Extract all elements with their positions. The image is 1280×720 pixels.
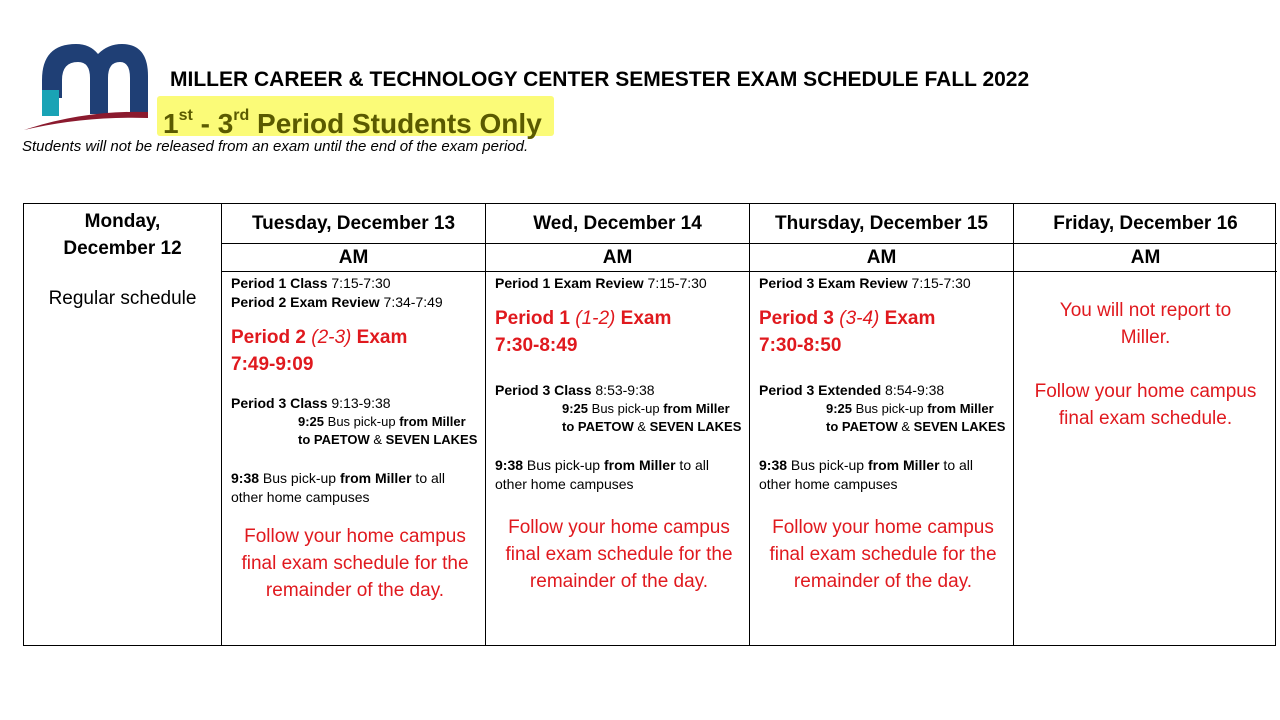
bus-text: Bus pick-up <box>259 470 340 486</box>
subtitle-sup: rd <box>233 107 250 124</box>
line-time: 7:15-7:30 <box>907 275 971 291</box>
exam-range: (2-3) <box>311 327 352 348</box>
exam-word: Exam <box>615 308 672 329</box>
bus-time: 9:38 <box>759 457 788 473</box>
bus-time: 9:25 <box>298 414 325 429</box>
bus-text: Bus pick-up <box>852 401 928 416</box>
bus-line <box>495 456 743 494</box>
day-heading: Friday, December 16 <box>1014 204 1277 244</box>
day-details <box>759 274 1007 595</box>
bus-time: 9:38 <box>495 457 524 473</box>
line-label: Period 1 Exam Review <box>495 275 644 291</box>
column-tuesday <box>222 204 486 645</box>
friday-text: You will not report to Miller. <box>1059 300 1232 348</box>
day-heading: Wed, December 14 <box>486 204 749 244</box>
exam-word: Exam <box>879 308 936 329</box>
exam-time: 7:30-8:49 <box>495 335 578 356</box>
monday-text: Regular schedule <box>48 288 197 309</box>
line-time: 7:15-7:30 <box>327 275 391 291</box>
release-note: Students will not be released from an exam until the end of the exam period. <box>22 138 529 155</box>
bus-origin: from Miller <box>399 414 466 429</box>
day-details <box>495 274 743 595</box>
bus-time: 9:25 <box>562 401 589 416</box>
subtitle-highlight <box>157 96 554 139</box>
bus-dest: to PAETOW <box>562 419 634 434</box>
bus-dest: SEVEN LAKES <box>913 419 1006 434</box>
bus-note <box>759 400 1007 436</box>
bus-dest: SEVEN LAKES <box>649 419 742 434</box>
bus-text: & <box>369 432 386 447</box>
exam-range: (1-2) <box>575 308 616 329</box>
bus-text: Bus pick-up <box>523 457 604 473</box>
line-label: Period 3 Extended <box>759 382 882 398</box>
subtitle-sup: st <box>178 107 193 124</box>
schedule-line <box>495 381 743 400</box>
schedule-line <box>759 274 1007 293</box>
bus-line <box>759 456 1007 494</box>
line-label: Period 3 Class <box>231 395 328 411</box>
exam-word: Exam <box>351 327 408 348</box>
day-heading: Tuesday, December 13 <box>222 204 485 244</box>
bus-line <box>231 469 479 507</box>
bus-text: to all other home campuses <box>495 457 710 492</box>
column-wednesday <box>486 204 750 645</box>
subtitle-part: Period Students Only <box>249 108 542 139</box>
bus-text: & <box>633 419 650 434</box>
line-label: Period 3 Exam Review <box>759 275 908 291</box>
day-heading: Monday, December 12 <box>63 211 182 259</box>
exam-block <box>231 324 479 378</box>
line-time: 8:53-9:38 <box>591 382 655 398</box>
bus-origin: from Miller <box>867 457 940 473</box>
exam-block <box>759 305 1007 359</box>
bus-text: to all other home campuses <box>231 470 446 505</box>
period-label: AM <box>750 244 1013 272</box>
schedule-table <box>23 203 1276 646</box>
period-label: AM <box>222 244 485 272</box>
bus-origin: from Miller <box>603 457 676 473</box>
miller-logo-icon <box>24 40 154 132</box>
exam-label: Period 3 <box>759 308 840 329</box>
bus-origin: from Miller <box>927 401 994 416</box>
bus-origin: from Miller <box>663 401 730 416</box>
column-friday <box>1014 204 1277 645</box>
line-time: 7:15-7:30 <box>643 275 707 291</box>
bus-dest: SEVEN LAKES <box>385 432 478 447</box>
friday-text: Follow your home campus final exam schedule. <box>1034 381 1257 429</box>
schedule-line <box>231 293 479 312</box>
bus-time: 9:38 <box>231 470 260 486</box>
bus-text: to all other home campuses <box>759 457 974 492</box>
exam-time: 7:30-8:50 <box>759 335 842 356</box>
exam-label: Period 2 <box>231 327 312 348</box>
line-time: 8:54-9:38 <box>881 382 945 398</box>
line-time: 9:13-9:38 <box>327 395 391 411</box>
bus-dest: to PAETOW <box>298 432 370 447</box>
subtitle-part: - 3 <box>192 108 234 139</box>
day-details <box>231 274 479 604</box>
day-heading: Thursday, December 15 <box>750 204 1013 244</box>
bus-text: Bus pick-up <box>787 457 868 473</box>
page-title: MILLER CAREER & TECHNOLOGY CENTER SEMESTER EXAM SCHEDULE FALL 2022 <box>170 68 1030 91</box>
bus-time: 9:25 <box>826 401 853 416</box>
line-time: 7:34-7:49 <box>379 294 443 310</box>
subtitle-part: 1 <box>163 108 179 139</box>
subtitle <box>163 108 542 139</box>
period-label: AM <box>1014 244 1277 272</box>
exam-label: Period 1 <box>495 308 576 329</box>
line-label: Period 1 Class <box>231 275 328 291</box>
bus-text: Bus pick-up <box>588 401 664 416</box>
follow-note: Follow your home campus final exam schedule for the remainder of the day. <box>769 517 997 592</box>
follow-note: Follow your home campus final exam schedule for the remainder of the day. <box>241 526 469 601</box>
follow-note: Follow your home campus final exam schedule for the remainder of the day. <box>505 517 733 592</box>
exam-time: 7:49-9:09 <box>231 354 314 375</box>
column-thursday <box>750 204 1014 645</box>
schedule-line <box>759 381 1007 400</box>
bus-note <box>495 400 743 436</box>
bus-note <box>231 413 479 449</box>
schedule-line <box>231 274 479 293</box>
column-monday <box>24 204 222 645</box>
friday-details <box>1014 297 1277 432</box>
bus-text: Bus pick-up <box>324 414 400 429</box>
bus-text: & <box>897 419 914 434</box>
exam-block <box>495 305 743 359</box>
schedule-line <box>231 394 479 413</box>
period-label: AM <box>486 244 749 272</box>
exam-range: (3-4) <box>839 308 880 329</box>
schedule-line <box>495 274 743 293</box>
bus-dest: to PAETOW <box>826 419 898 434</box>
bus-origin: from Miller <box>339 470 412 486</box>
line-label: Period 2 Exam Review <box>231 294 380 310</box>
line-label: Period 3 Class <box>495 382 592 398</box>
